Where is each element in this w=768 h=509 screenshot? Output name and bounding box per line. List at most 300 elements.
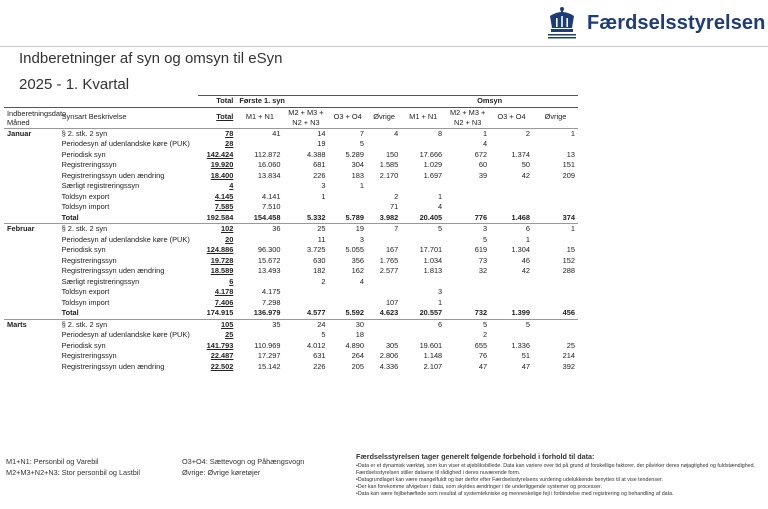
header-group-row xyxy=(4,96,578,108)
month-cell xyxy=(4,171,59,182)
month-cell xyxy=(4,266,59,277)
row-total-value: 142.424 xyxy=(206,149,234,159)
row-total-value: 22.502 xyxy=(210,361,234,371)
value-cell: 1.697 xyxy=(423,170,443,180)
value-cell: 374 xyxy=(562,212,575,222)
value-cell xyxy=(367,139,401,150)
month-cell xyxy=(4,139,59,150)
table-row xyxy=(4,319,578,330)
table-row xyxy=(4,171,578,182)
value-cell: 112.872 xyxy=(254,149,281,159)
month-cell xyxy=(4,181,59,192)
table-row xyxy=(4,351,578,362)
synsart-label: § 2. stk. 2 syn xyxy=(59,319,198,330)
value-cell: 17.666 xyxy=(419,149,443,159)
table-row xyxy=(4,287,578,298)
table-row xyxy=(4,128,578,139)
header-maaned: Måned xyxy=(7,117,30,127)
value-cell: 76 xyxy=(478,351,488,360)
value-cell: 4.388 xyxy=(306,149,326,159)
header-omsyn-col-4: Øvrige xyxy=(533,107,578,128)
value-cell: 4.890 xyxy=(345,340,364,350)
value-cell: 7.510 xyxy=(261,202,281,211)
value-cell: 4.012 xyxy=(306,340,326,350)
value-cell: 41 xyxy=(236,128,283,139)
value-cell: 3.982 xyxy=(379,212,399,222)
value-cell: 20.557 xyxy=(419,308,443,317)
synsart-label: Toldsyn export xyxy=(61,191,110,201)
value-cell: 1.029 xyxy=(423,160,443,169)
value-cell: 107 xyxy=(385,297,399,307)
value-cell: 5 xyxy=(401,224,445,235)
value-cell xyxy=(328,192,367,203)
value-cell: 11 xyxy=(317,234,326,244)
value-cell xyxy=(533,319,578,330)
value-cell: 4 xyxy=(438,202,443,211)
value-cell xyxy=(401,330,445,341)
value-cell: 136.979 xyxy=(253,308,281,317)
header-forste-group: Første 1. syn xyxy=(236,96,401,108)
row-total-value: 18.400 xyxy=(210,170,234,180)
value-cell: 2 xyxy=(321,276,326,286)
row-total-value: 124.886 xyxy=(206,245,234,254)
value-cell: 182 xyxy=(313,266,326,275)
synsart-label: § 2. stk. 2 syn xyxy=(59,224,198,235)
value-cell: 631 xyxy=(313,351,326,360)
value-cell: 4.577 xyxy=(306,308,326,317)
value-cell: 1 xyxy=(359,181,364,190)
value-cell: 2.577 xyxy=(379,266,399,275)
row-total-value: 7.585 xyxy=(214,202,234,211)
value-cell xyxy=(533,330,578,341)
value-cell: 4 xyxy=(359,276,364,286)
value-cell: 1.336 xyxy=(511,340,530,350)
value-cell: 288 xyxy=(562,266,575,275)
value-cell: 1.374 xyxy=(511,149,530,159)
value-cell: 1.034 xyxy=(423,255,443,265)
value-cell: 672 xyxy=(474,149,488,159)
row-total-value: 102 xyxy=(198,224,237,235)
disclaimer xyxy=(356,452,764,498)
value-cell: 2 xyxy=(490,128,533,139)
legend-mid xyxy=(182,456,304,478)
value-cell: 15 xyxy=(566,245,575,254)
month-cell xyxy=(4,245,59,256)
value-cell: 19 xyxy=(317,139,326,148)
value-cell: 4.141 xyxy=(261,191,281,201)
row-total-value: 174.915 xyxy=(206,308,234,317)
value-cell: 226 xyxy=(313,170,326,180)
value-cell: 305 xyxy=(385,340,399,350)
synsart-label: Særligt registreringssyn xyxy=(61,181,140,191)
value-cell: 1.399 xyxy=(511,308,530,317)
disclaimer-heading: Færdselsstyrelsen tager generelt følgende forbehold i forhold til data: xyxy=(356,452,595,461)
value-cell xyxy=(367,181,401,192)
value-cell: 36 xyxy=(236,224,283,235)
value-cell xyxy=(283,287,328,298)
value-cell: 15.142 xyxy=(257,361,281,371)
value-cell: 162 xyxy=(351,266,364,275)
brand-name: Færdselsstyrelsen xyxy=(587,11,766,34)
value-cell: 17.297 xyxy=(257,351,281,360)
value-cell: 619 xyxy=(474,245,488,254)
value-cell: 14 xyxy=(283,128,328,139)
month-cell xyxy=(4,308,59,319)
header-forste-col-4: Øvrige xyxy=(367,107,401,128)
value-cell: 209 xyxy=(562,170,575,180)
value-cell xyxy=(328,202,367,213)
value-cell: 6 xyxy=(490,224,533,235)
report-table xyxy=(4,95,578,372)
value-cell xyxy=(490,181,533,192)
table-row xyxy=(4,181,578,192)
total-row xyxy=(4,213,578,224)
value-cell: 4.175 xyxy=(261,287,281,296)
month-cell xyxy=(4,287,59,298)
value-cell: 655 xyxy=(474,340,488,350)
value-cell: 20.405 xyxy=(419,212,443,222)
value-cell: 2.806 xyxy=(379,351,399,360)
value-cell xyxy=(367,235,401,246)
value-cell: 2.107 xyxy=(423,361,443,371)
value-cell xyxy=(401,139,445,150)
value-cell: 51 xyxy=(521,351,530,360)
value-cell: 1 xyxy=(533,224,578,235)
header-forste-col-3: O3 + O4 xyxy=(328,107,367,128)
value-cell: 1.813 xyxy=(423,266,443,275)
synsart-label: Periodisk syn xyxy=(61,340,106,350)
row-total-value: 20 xyxy=(225,234,234,244)
value-cell: 25 xyxy=(283,224,328,235)
value-cell: 392 xyxy=(562,361,575,371)
month-label: Januar xyxy=(4,128,59,139)
table-row xyxy=(4,192,578,203)
top-bar xyxy=(0,0,768,46)
value-cell xyxy=(445,287,490,298)
row-total-value: 4 xyxy=(229,181,234,190)
page-title: Indberetninger af syn og omsyn til eSyn xyxy=(19,50,283,67)
value-cell xyxy=(533,287,578,298)
value-cell xyxy=(401,235,445,246)
brand-logo xyxy=(545,6,765,40)
value-cell xyxy=(445,277,490,288)
header-dato: Indberetningsdato xyxy=(7,108,67,118)
value-cell: 152 xyxy=(562,255,575,265)
header-omsyn-group: Omsyn xyxy=(401,96,578,108)
header-dato-maaned xyxy=(4,107,67,128)
value-cell: 8 xyxy=(401,128,445,139)
value-cell: 4 xyxy=(483,139,488,148)
month-cell xyxy=(4,341,59,352)
value-cell xyxy=(328,298,367,309)
synsart-label: Periodisk syn xyxy=(61,245,106,255)
value-cell: 73 xyxy=(478,255,488,265)
value-cell: 1 xyxy=(438,297,443,307)
table-row xyxy=(4,245,578,256)
value-cell: 732 xyxy=(474,308,488,317)
value-cell xyxy=(283,298,328,309)
value-cell: 13.834 xyxy=(257,170,281,180)
value-cell: 39 xyxy=(478,170,488,180)
value-cell: 205 xyxy=(351,361,364,371)
month-cell xyxy=(4,235,59,246)
table-row xyxy=(4,330,578,341)
table-row xyxy=(4,298,578,309)
value-cell: 1 xyxy=(321,191,326,201)
table-row xyxy=(4,266,578,277)
value-cell: 19 xyxy=(328,224,367,235)
table-row xyxy=(4,139,578,150)
value-cell: 1 xyxy=(445,128,490,139)
value-cell: 42 xyxy=(521,266,530,275)
value-cell: 2.170 xyxy=(379,170,399,180)
value-cell: 5.789 xyxy=(345,212,364,222)
legend-item: O3+O4: Sættevogn og Påhængsvogn xyxy=(182,457,305,466)
value-cell: 4 xyxy=(367,128,401,139)
value-cell: 4.623 xyxy=(379,308,399,317)
value-cell: 24 xyxy=(283,319,328,330)
value-cell: 5 xyxy=(359,139,364,148)
value-cell: 356 xyxy=(351,255,364,265)
row-total-value: 105 xyxy=(198,319,237,330)
value-cell: 25 xyxy=(566,340,575,350)
value-cell: 46 xyxy=(521,255,530,265)
value-cell xyxy=(328,287,367,298)
header-divider xyxy=(0,46,768,47)
month-cell xyxy=(4,256,59,267)
value-cell xyxy=(401,181,445,192)
value-cell xyxy=(533,139,578,150)
month-cell xyxy=(4,298,59,309)
header-columns-row xyxy=(4,107,578,128)
synsart-label: Registreringssyn xyxy=(61,255,117,265)
synsart-label: Toldsyn export xyxy=(61,287,110,297)
value-cell xyxy=(367,277,401,288)
synsart-label: Total xyxy=(61,212,79,222)
disclaimer-item: •Der kan forekomme afvigelser i data, som skyldes ændringer i de underliggende systemer og processer. xyxy=(356,484,602,491)
synsart-label: Registreringssyn xyxy=(61,351,117,361)
value-cell: 151 xyxy=(562,160,575,169)
value-cell xyxy=(445,192,490,203)
row-total-value: 25 xyxy=(225,330,234,339)
synsart-label: Særligt registreringssyn xyxy=(61,276,140,286)
value-cell: 3 xyxy=(359,234,364,244)
value-cell: 42 xyxy=(521,170,530,180)
synsart-label: Periodesyn af udenlandske køre (PUK) xyxy=(61,234,190,244)
value-cell: 1 xyxy=(525,234,530,244)
value-cell: 17.701 xyxy=(419,245,443,254)
value-cell: 5 xyxy=(321,330,326,339)
value-cell xyxy=(367,319,401,330)
value-cell xyxy=(490,139,533,150)
header-omsyn-col-3: O3 + O4 xyxy=(490,107,533,128)
month-cell xyxy=(4,213,59,224)
legend-item: M1+N1: Personbil og Varebil xyxy=(6,457,99,466)
row-total-value: 78 xyxy=(198,128,237,139)
value-cell: 1.148 xyxy=(423,351,443,360)
value-cell: 18 xyxy=(355,330,364,339)
value-cell xyxy=(445,298,490,309)
disclaimer-item: •Data kan være fejlbehæftede som resultat af systemtekniske og menneskelige fejl i forbindelse med registrering og behandling af data. xyxy=(356,491,674,498)
row-total-value: 192.584 xyxy=(206,212,234,222)
value-cell: 5.055 xyxy=(345,245,364,254)
value-cell: 6 xyxy=(401,319,445,330)
value-cell: 264 xyxy=(351,351,364,360)
row-total-value: 4.178 xyxy=(214,287,234,296)
value-cell: 7.298 xyxy=(261,297,281,307)
row-total-value: 141.793 xyxy=(206,340,234,350)
header-omsyn-col-2: M2 + M3 + N2 + N3 xyxy=(445,107,490,128)
row-total-value: 6 xyxy=(229,276,234,286)
value-cell: 13 xyxy=(566,149,575,159)
table-body xyxy=(4,128,578,372)
value-cell: 2 xyxy=(483,330,488,339)
value-cell xyxy=(236,330,283,341)
value-cell xyxy=(445,181,490,192)
value-cell: 5 xyxy=(483,234,488,244)
synsart-label: Registreringssyn uden ændring xyxy=(61,361,165,371)
month-label: Marts xyxy=(4,319,59,330)
value-cell: 3 xyxy=(438,287,443,296)
value-cell: 167 xyxy=(385,245,399,254)
row-total-value: 28 xyxy=(225,139,234,148)
disclaimer-item: •Data er et dynamisk værktøj, som kun viser et øjebliksbillede. Data kan variere over tid på grund af forskellige faktorer, der påvirker deres nøjagtighed og fuldstændighed. Færdselsstyrelsen stiller dataene til rådighed i deres nuværende form. xyxy=(356,463,756,477)
synsart-label: Registreringssyn uden ændring xyxy=(61,170,165,180)
total-row xyxy=(4,308,578,319)
value-cell: 681 xyxy=(313,160,326,169)
header-omsyn-col-1: M1 + N1 xyxy=(401,107,445,128)
month-label: Februar xyxy=(4,224,59,235)
synsart-label: Periodisk syn xyxy=(61,149,106,159)
header-total: Total xyxy=(198,107,237,128)
value-cell: 150 xyxy=(385,149,399,159)
table-row xyxy=(4,202,578,213)
row-total-value: 19.728 xyxy=(210,255,234,265)
value-cell: 1 xyxy=(438,191,443,201)
value-cell: 1.304 xyxy=(511,245,530,254)
value-cell xyxy=(236,181,283,192)
month-cell xyxy=(4,351,59,362)
value-cell: 35 xyxy=(236,319,283,330)
page-subtitle: 2025 - 1. Kvartal xyxy=(19,76,130,93)
header-forste-col-2: M2 + M3 + N2 + N3 xyxy=(283,107,328,128)
value-cell xyxy=(490,287,533,298)
table-row xyxy=(4,160,578,171)
value-cell: 1.765 xyxy=(379,255,399,265)
value-cell: 183 xyxy=(351,170,364,180)
synsart-label: Total xyxy=(61,308,79,318)
value-cell: 1.585 xyxy=(379,160,399,169)
value-cell xyxy=(533,277,578,288)
row-total-value: 19.920 xyxy=(210,160,234,169)
value-cell: 5.332 xyxy=(306,212,326,222)
value-cell: 32 xyxy=(478,266,488,275)
value-cell: 96.300 xyxy=(257,245,281,254)
value-cell xyxy=(490,330,533,341)
value-cell: 3 xyxy=(445,224,490,235)
value-cell: 3.725 xyxy=(306,245,326,254)
value-cell: 16.060 xyxy=(257,160,281,169)
synsart-label: Registreringssyn xyxy=(61,160,117,170)
value-cell: 630 xyxy=(313,255,326,265)
value-cell: 60 xyxy=(478,160,488,169)
table-row xyxy=(4,362,578,373)
value-cell: 1.468 xyxy=(511,212,530,222)
table-row xyxy=(4,150,578,161)
value-cell: 304 xyxy=(351,160,364,169)
header-synsart: Synsart Beskrivelse xyxy=(59,107,198,128)
value-cell: 3 xyxy=(321,181,326,190)
month-cell xyxy=(4,150,59,161)
value-cell xyxy=(236,235,283,246)
legend-item: M2+M3+N2+N3: Stor personbil og Lastbil xyxy=(6,468,141,477)
header-forste-col-1: M1 + N1 xyxy=(236,107,283,128)
value-cell: 30 xyxy=(328,319,367,330)
value-cell: 456 xyxy=(562,308,575,317)
table-row xyxy=(4,277,578,288)
table-row xyxy=(4,224,578,235)
value-cell: 71 xyxy=(390,202,399,211)
value-cell xyxy=(490,192,533,203)
month-cell xyxy=(4,192,59,203)
value-cell: 5.289 xyxy=(345,149,364,159)
header-total-group: Total xyxy=(198,96,237,108)
value-cell xyxy=(445,202,490,213)
value-cell: 15.672 xyxy=(257,255,281,265)
value-cell: 2 xyxy=(394,191,399,201)
value-cell: 7 xyxy=(328,128,367,139)
value-cell xyxy=(367,287,401,298)
value-cell xyxy=(533,181,578,192)
value-cell: 5 xyxy=(445,319,490,330)
value-cell: 5 xyxy=(490,319,533,330)
row-total-value: 4.145 xyxy=(214,191,234,201)
synsart-label: Periodesyn af udenlandske køre (PUK) xyxy=(61,330,190,340)
value-cell xyxy=(236,277,283,288)
value-cell: 214 xyxy=(562,351,575,360)
value-cell: 19.601 xyxy=(419,340,443,350)
value-cell xyxy=(367,330,401,341)
row-total-value: 22.487 xyxy=(210,351,234,360)
table-row xyxy=(4,341,578,352)
month-cell xyxy=(4,160,59,171)
value-cell: 47 xyxy=(478,361,488,371)
month-cell xyxy=(4,202,59,213)
value-cell: 47 xyxy=(521,361,530,371)
value-cell: 226 xyxy=(313,361,326,371)
value-cell xyxy=(533,298,578,309)
value-cell: 5.592 xyxy=(345,308,364,317)
value-cell xyxy=(401,277,445,288)
value-cell xyxy=(236,139,283,150)
synsart-label: § 2. stk. 2 syn xyxy=(59,128,198,139)
synsart-label: Toldsyn import xyxy=(61,202,110,212)
legend-item: Øvrige: Øvrige køretøjer xyxy=(182,468,261,477)
value-cell xyxy=(283,202,328,213)
month-cell xyxy=(4,362,59,373)
value-cell: 776 xyxy=(474,212,488,222)
synsart-label: Registreringssyn uden ændring xyxy=(61,266,165,276)
value-cell: 7 xyxy=(367,224,401,235)
table-row xyxy=(4,256,578,267)
value-cell: 1 xyxy=(533,128,578,139)
value-cell: 154.458 xyxy=(253,212,281,222)
legend-left xyxy=(6,456,140,478)
value-cell: 50 xyxy=(521,160,530,169)
synsart-label: Periodesyn af udenlandske køre (PUK) xyxy=(61,139,190,149)
value-cell xyxy=(533,202,578,213)
value-cell: 13.493 xyxy=(257,266,281,275)
